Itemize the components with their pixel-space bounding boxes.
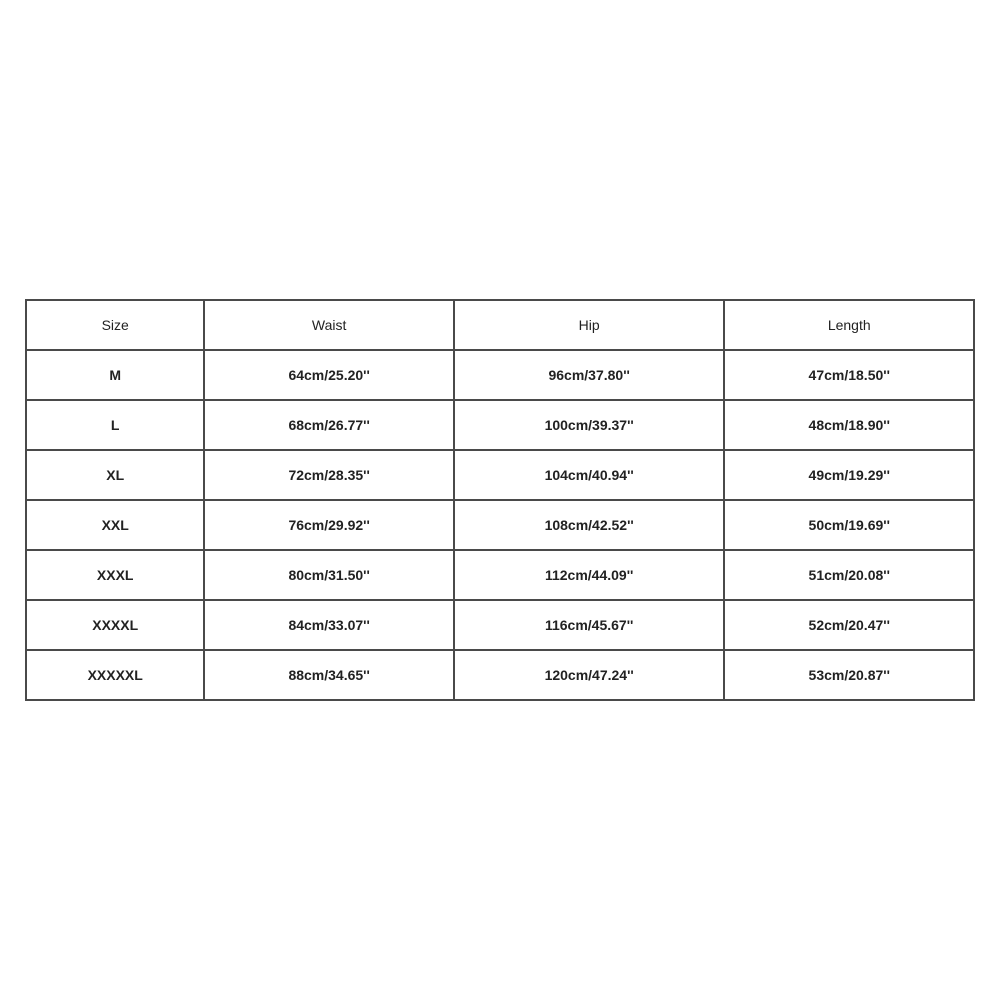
- cell-size: XXL: [26, 500, 204, 550]
- cell-waist: 76cm/29.92'': [204, 500, 454, 550]
- table-row: [26, 600, 974, 650]
- table-row: [26, 500, 974, 550]
- cell-length: 48cm/18.90'': [724, 400, 974, 450]
- table-row: [26, 400, 974, 450]
- cell-size: M: [26, 350, 204, 400]
- table-row: [26, 450, 974, 500]
- cell-size: L: [26, 400, 204, 450]
- cell-hip: 108cm/42.52'': [454, 500, 725, 550]
- cell-hip: 120cm/47.24'': [454, 650, 725, 700]
- table-row: [26, 650, 974, 700]
- cell-size: XL: [26, 450, 204, 500]
- cell-waist: 64cm/25.20'': [204, 350, 454, 400]
- header-waist: Waist: [204, 300, 454, 350]
- size-chart-table: [25, 299, 975, 701]
- header-length: Length: [724, 300, 974, 350]
- cell-length: 49cm/19.29'': [724, 450, 974, 500]
- cell-length: 51cm/20.08'': [724, 550, 974, 600]
- cell-waist: 84cm/33.07'': [204, 600, 454, 650]
- cell-hip: 96cm/37.80'': [454, 350, 725, 400]
- cell-length: 53cm/20.87'': [724, 650, 974, 700]
- cell-waist: 68cm/26.77'': [204, 400, 454, 450]
- table-row: [26, 550, 974, 600]
- cell-hip: 100cm/39.37'': [454, 400, 725, 450]
- cell-size: XXXL: [26, 550, 204, 600]
- cell-waist: 80cm/31.50'': [204, 550, 454, 600]
- cell-waist: 88cm/34.65'': [204, 650, 454, 700]
- cell-hip: 112cm/44.09'': [454, 550, 725, 600]
- cell-length: 52cm/20.47'': [724, 600, 974, 650]
- cell-size: XXXXXL: [26, 650, 204, 700]
- cell-length: 50cm/19.69'': [724, 500, 974, 550]
- cell-length: 47cm/18.50'': [724, 350, 974, 400]
- table-row: [26, 350, 974, 400]
- cell-waist: 72cm/28.35'': [204, 450, 454, 500]
- header-row: [26, 300, 974, 350]
- cell-size: XXXXL: [26, 600, 204, 650]
- cell-hip: 104cm/40.94'': [454, 450, 725, 500]
- header-size: Size: [26, 300, 204, 350]
- header-hip: Hip: [454, 300, 725, 350]
- cell-hip: 116cm/45.67'': [454, 600, 725, 650]
